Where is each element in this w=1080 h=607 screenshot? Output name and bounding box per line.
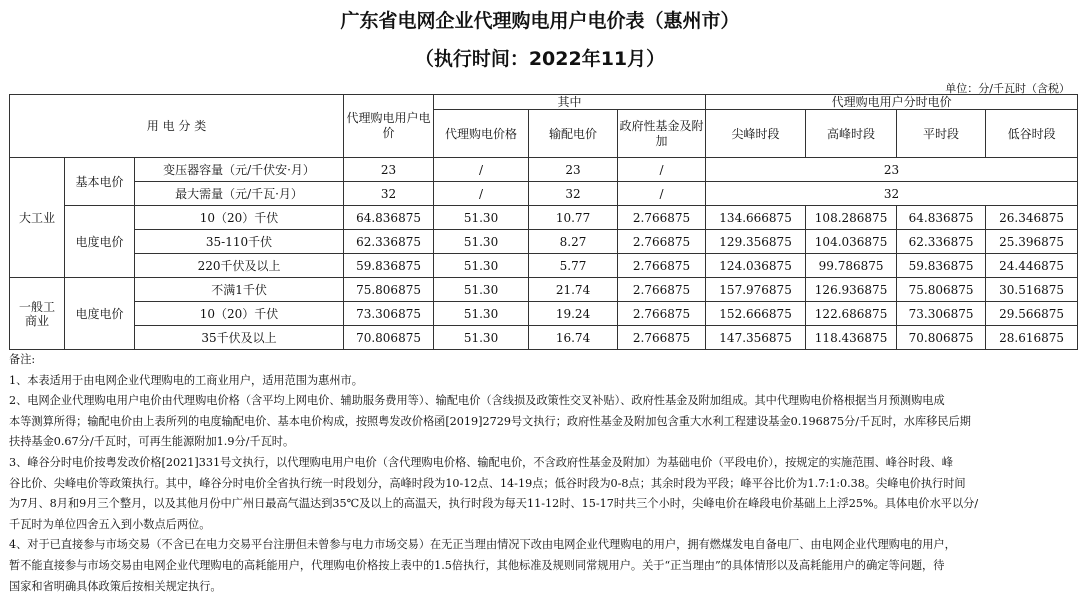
cell-fund: 2.766875 bbox=[618, 230, 706, 254]
header-tou: 代理购电用户分时电价 bbox=[706, 95, 1078, 110]
table-row bbox=[10, 182, 1078, 206]
cell-valley: 29.566875 bbox=[986, 302, 1078, 326]
header-procurement: 代理购电价格 bbox=[434, 110, 529, 158]
table-row bbox=[10, 326, 1078, 350]
cell-tou-merged: 23 bbox=[706, 158, 1078, 182]
header-among: 其中 bbox=[434, 95, 706, 110]
header-agent-price: 代理购电用户电价 bbox=[344, 95, 434, 158]
note-line: 千瓦时为单位四舍五入到小数点后两位。 bbox=[9, 517, 211, 531]
header-transmission: 输配电价 bbox=[529, 110, 618, 158]
row-item: 35千伏及以上 bbox=[135, 326, 344, 350]
note-line: 2、电网企业代理购电用户电价由代理购电价格（含平均上网电价、辅助服务费用等）、输配电价（含线损及政策性交叉补贴）、政府性基金及附加组成。其中代理购电价格根据当月预测购电成 bbox=[9, 394, 945, 408]
cell-fund: / bbox=[618, 158, 706, 182]
note-line: 扶持基金0.67分/千瓦时，可再生能源附加1.9分/千瓦时。 bbox=[9, 435, 295, 449]
note-line: 3、峰谷分时电价按粤发改价格[2021]331号文执行，以代理购电用户电价（含代理购电价格、输配电价，不含政府性基金及附加）为基础电价（平段电价），按规定的实施范围、峰谷时段、峰 bbox=[9, 455, 953, 469]
cell-sharp: 129.356875 bbox=[706, 230, 806, 254]
cell-fund: / bbox=[618, 182, 706, 206]
group-general-commercial bbox=[10, 278, 65, 350]
row-item: 最大需量（元/千瓦·月） bbox=[135, 182, 344, 206]
subgroup-basic-price: 基本电价 bbox=[65, 158, 135, 206]
cell-procurement: 51.30 bbox=[434, 230, 529, 254]
cell-agent-price: 23 bbox=[344, 158, 434, 182]
unit-label: 单位：分/千瓦时（含税） bbox=[945, 82, 1070, 95]
cell-valley: 28.616875 bbox=[986, 326, 1078, 350]
cell-fund: 2.766875 bbox=[618, 326, 706, 350]
note-line: 谷比价、尖峰电价等政策执行。其中，峰谷分时电价全省执行统一时段划分，高峰时段为10-12点、14-19点；低谷时段为0-8点；其余时段为平段；峰平谷比价为1.7:1:0.38。尖峰电价执行时间 bbox=[9, 476, 966, 490]
row-item: 不满1千伏 bbox=[135, 278, 344, 302]
row-item: 变压器容量（元/千伏安·月） bbox=[135, 158, 344, 182]
cell-peak: 122.686875 bbox=[806, 302, 897, 326]
cell-sharp: 124.036875 bbox=[706, 254, 806, 278]
cell-agent-price: 32 bbox=[344, 182, 434, 206]
page-subtitle: （执行时间：2022年11月） bbox=[414, 48, 666, 70]
group-label-line2: 商业 bbox=[24, 313, 49, 328]
cell-transmission: 32 bbox=[529, 182, 618, 206]
subgroup-energy-price: 电度电价 bbox=[65, 206, 135, 278]
note-line: 为7月、8月和9月三个整月，以及其他月份中广州日最高气温达到35℃及以上的高温天，执行时段为每天11-12时、15-17时共三个小时，尖峰电价在峰段电价基础上上浮25%。具体电价水平以分/ bbox=[9, 497, 979, 511]
cell-flat: 75.806875 bbox=[897, 278, 986, 302]
header-valley: 低谷时段 bbox=[986, 110, 1078, 158]
cell-valley: 30.516875 bbox=[986, 278, 1078, 302]
cell-procurement: / bbox=[434, 182, 529, 206]
cell-flat: 64.836875 bbox=[897, 206, 986, 230]
page-title: 广东省电网企业代理购电用户电价表（惠州市） bbox=[340, 10, 740, 32]
cell-agent-price: 62.336875 bbox=[344, 230, 434, 254]
cell-valley: 24.446875 bbox=[986, 254, 1078, 278]
table-row bbox=[10, 278, 1078, 302]
cell-flat: 62.336875 bbox=[897, 230, 986, 254]
cell-agent-price: 59.836875 bbox=[344, 254, 434, 278]
note-line: 暂不能直接参与市场交易由电网企业代理购电的高耗能用户，代理购电价格按上表中的1.5倍执行，其他标准及规则同常规用户。关于“正当理由”的具体情形以及高耗能用户的确定等问题，待 bbox=[9, 558, 945, 572]
cell-procurement: 51.30 bbox=[434, 326, 529, 350]
cell-peak: 108.286875 bbox=[806, 206, 897, 230]
cell-fund: 2.766875 bbox=[618, 302, 706, 326]
cell-fund: 2.766875 bbox=[618, 206, 706, 230]
cell-transmission: 21.74 bbox=[529, 278, 618, 302]
cell-tou-merged: 32 bbox=[706, 182, 1078, 206]
cell-sharp: 147.356875 bbox=[706, 326, 806, 350]
header-flat: 平时段 bbox=[897, 110, 986, 158]
cell-agent-price: 73.306875 bbox=[344, 302, 434, 326]
cell-procurement: 51.30 bbox=[434, 302, 529, 326]
header-peak: 高峰时段 bbox=[806, 110, 897, 158]
cell-sharp: 157.976875 bbox=[706, 278, 806, 302]
cell-transmission: 16.74 bbox=[529, 326, 618, 350]
cell-procurement: 51.30 bbox=[434, 254, 529, 278]
cell-peak: 126.936875 bbox=[806, 278, 897, 302]
group-large-industry: 大工业 bbox=[10, 158, 65, 278]
row-item: 35-110千伏 bbox=[135, 230, 344, 254]
cell-sharp: 152.666875 bbox=[706, 302, 806, 326]
group-label-line1: 一般工 bbox=[18, 299, 55, 314]
cell-sharp: 134.666875 bbox=[706, 206, 806, 230]
header-fund: 政府性基金及附加 bbox=[618, 110, 706, 158]
cell-procurement: / bbox=[434, 158, 529, 182]
note-line: 本等测算所得；输配电价由上表所列的电度输配电价、基本电价构成，按照粤发改价格函[2019]2729号文执行；政府性基金及附加包含重大水利工程建设基金0.196875分/千瓦时，水库移民后期 bbox=[9, 414, 971, 428]
cell-transmission: 8.27 bbox=[529, 230, 618, 254]
cell-transmission: 19.24 bbox=[529, 302, 618, 326]
cell-transmission: 10.77 bbox=[529, 206, 618, 230]
cell-peak: 104.036875 bbox=[806, 230, 897, 254]
header-sharp: 尖峰时段 bbox=[706, 110, 806, 158]
cell-flat: 73.306875 bbox=[897, 302, 986, 326]
table-row bbox=[10, 302, 1078, 326]
row-item: 10（20）千伏 bbox=[135, 206, 344, 230]
cell-valley: 25.396875 bbox=[986, 230, 1078, 254]
table-row bbox=[10, 158, 1078, 182]
cell-agent-price: 64.836875 bbox=[344, 206, 434, 230]
note-line: 国家和省明确具体政策后按相关规定执行。 bbox=[9, 579, 222, 593]
cell-transmission: 23 bbox=[529, 158, 618, 182]
cell-transmission: 5.77 bbox=[529, 254, 618, 278]
header-row-1 bbox=[10, 95, 1078, 110]
cell-fund: 2.766875 bbox=[618, 278, 706, 302]
cell-agent-price: 70.806875 bbox=[344, 326, 434, 350]
subgroup-energy-price: 电度电价 bbox=[65, 278, 135, 350]
table-row bbox=[10, 230, 1078, 254]
cell-flat: 70.806875 bbox=[897, 326, 986, 350]
header-category: 用 电 分 类 bbox=[10, 95, 344, 158]
table-row bbox=[10, 254, 1078, 278]
cell-peak: 118.436875 bbox=[806, 326, 897, 350]
row-item: 10（20）千伏 bbox=[135, 302, 344, 326]
cell-procurement: 51.30 bbox=[434, 278, 529, 302]
notes-section bbox=[9, 350, 1073, 597]
cell-peak: 99.786875 bbox=[806, 254, 897, 278]
cell-agent-price: 75.806875 bbox=[344, 278, 434, 302]
notes-heading: 备注: bbox=[9, 353, 36, 366]
note-line: 4、对于已直接参与市场交易（不含已在电力交易平台注册但未曾参与电力市场交易）在无正当理由情况下改由电网企业代理购电的用户，拥有燃煤发电自备电厂、由电网企业代理购电的用户， bbox=[9, 538, 956, 552]
note-line: 1、本表适用于由电网企业代理购电的工商业用户，适用范围为惠州市。 bbox=[9, 373, 363, 387]
cell-procurement: 51.30 bbox=[434, 206, 529, 230]
table-row bbox=[10, 206, 1078, 230]
price-table bbox=[9, 94, 1078, 350]
row-item: 220千伏及以上 bbox=[135, 254, 344, 278]
cell-flat: 59.836875 bbox=[897, 254, 986, 278]
cell-valley: 26.346875 bbox=[986, 206, 1078, 230]
cell-fund: 2.766875 bbox=[618, 254, 706, 278]
